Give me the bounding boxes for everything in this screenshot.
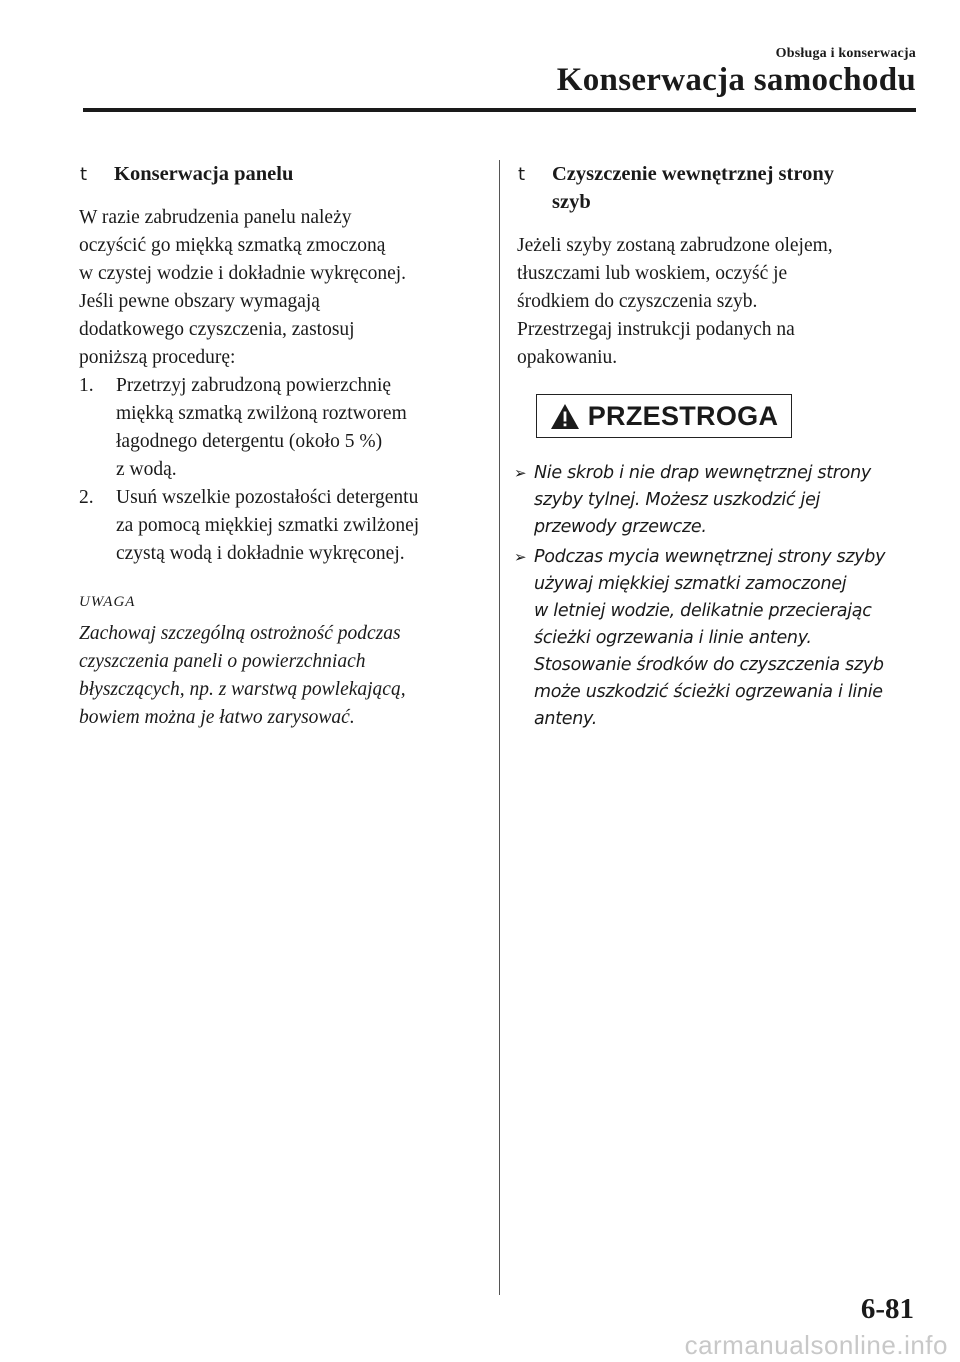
left-column	[79, 160, 479, 732]
caution-label: PRZESTROGA	[587, 401, 779, 431]
text-line: tłuszczami lub woskiem, oczyść je	[517, 263, 788, 284]
text-line: błyszczących, np. z warstwą powlekającą,	[79, 679, 406, 700]
text-line: używaj miękkiej szmatki zamoczonej	[534, 574, 847, 594]
text-line: Jeśli pewne obszary wymagają	[79, 291, 320, 312]
page-title: Konserwacja samochodu	[556, 62, 916, 98]
header-section-label: Obsługa i konserwacja	[775, 46, 916, 61]
warning-triangle-icon	[550, 403, 580, 430]
caution-item	[514, 544, 917, 733]
section-heading-text: szyb	[552, 191, 591, 213]
section-heading-windows	[517, 160, 917, 216]
text-line: poniższą procedurę:	[79, 347, 236, 368]
text-line: W razie zabrudzenia panelu należy	[79, 207, 352, 228]
text-line: w czystej wodzie i dokładnie wykręconej.	[79, 263, 407, 284]
text-line: Jeżeli szyby zostaną zabrudzone olejem,	[517, 235, 833, 256]
note-text	[79, 620, 479, 732]
right-column	[514, 160, 917, 736]
text-line: Przestrzegaj instrukcji podanych na	[517, 319, 795, 340]
step-number: 1.	[79, 375, 94, 396]
text-line: ścieżki ogrzewania i linie anteny.	[534, 628, 812, 648]
caution-box	[536, 394, 792, 438]
section-heading-text: Konserwacja panelu	[114, 163, 294, 185]
caution-item	[514, 460, 917, 541]
column-divider	[499, 160, 500, 1295]
text-line: przewody grzewcze.	[534, 517, 707, 537]
procedure-steps	[79, 372, 479, 568]
intro-paragraph	[79, 204, 479, 372]
caution-list	[514, 460, 917, 733]
text-line: Podczas mycia wewnętrznej strony szyby	[534, 547, 886, 567]
text-line: za pomocą miękkiej szmatki zwilżonej	[116, 515, 420, 536]
note-label: UWAGA	[79, 594, 136, 610]
arrow-bullet-icon: ➢	[514, 548, 527, 566]
text-line: szyby tylnej. Możesz uszkodzić jej	[534, 490, 821, 510]
section-marker-icon: t	[80, 164, 88, 185]
section-marker-icon: t	[518, 164, 526, 185]
text-line: dodatkowego czyszczenia, zastosuj	[79, 319, 355, 340]
step-item	[79, 484, 479, 568]
text-line: Stosowanie środków do czyszczenia szyb	[534, 655, 884, 675]
text-line: Usuń wszelkie pozostałości detergentu	[116, 487, 419, 508]
text-line: Nie skrob i nie drap wewnętrznej strony	[534, 463, 871, 483]
text-line: opakowaniu.	[517, 347, 618, 368]
text-line: czystą wodą i dokładnie wykręconej.	[116, 543, 405, 564]
text-line: w letniej wodzie, delikatnie przecierając	[534, 601, 872, 621]
header-rule	[83, 108, 916, 112]
text-line: Przetrzyj zabrudzoną powierzchnię	[116, 375, 392, 396]
text-line: Zachowaj szczególną ostrożność podczas	[79, 623, 401, 644]
step-item	[79, 372, 479, 484]
text-line: anteny.	[534, 709, 597, 729]
page-number: 6-81	[860, 1293, 914, 1325]
text-line: oczyścić go miękką szmatką zmoczoną	[79, 235, 386, 256]
section-heading-panel	[79, 160, 479, 188]
text-line: miękką szmatką zwilżoną roztworem	[116, 403, 407, 424]
text-line: z wodą.	[116, 459, 177, 480]
intro-paragraph	[517, 232, 917, 372]
watermark: carmanualsonline.info	[684, 1330, 948, 1360]
text-line: czyszczenia paneli o powierzchniach	[79, 651, 366, 672]
arrow-bullet-icon: ➢	[514, 464, 527, 482]
text-line: łagodnego detergentu (około 5 %)	[116, 431, 383, 452]
text-line: środkiem do czyszczenia szyb.	[517, 291, 758, 312]
text-line: może uszkodzić ścieżki ogrzewania i linie	[534, 682, 883, 702]
step-number: 2.	[79, 487, 94, 508]
text-line: bowiem można je łatwo zarysować.	[79, 707, 355, 728]
section-heading-text: Czyszczenie wewnętrznej strony	[552, 163, 834, 185]
